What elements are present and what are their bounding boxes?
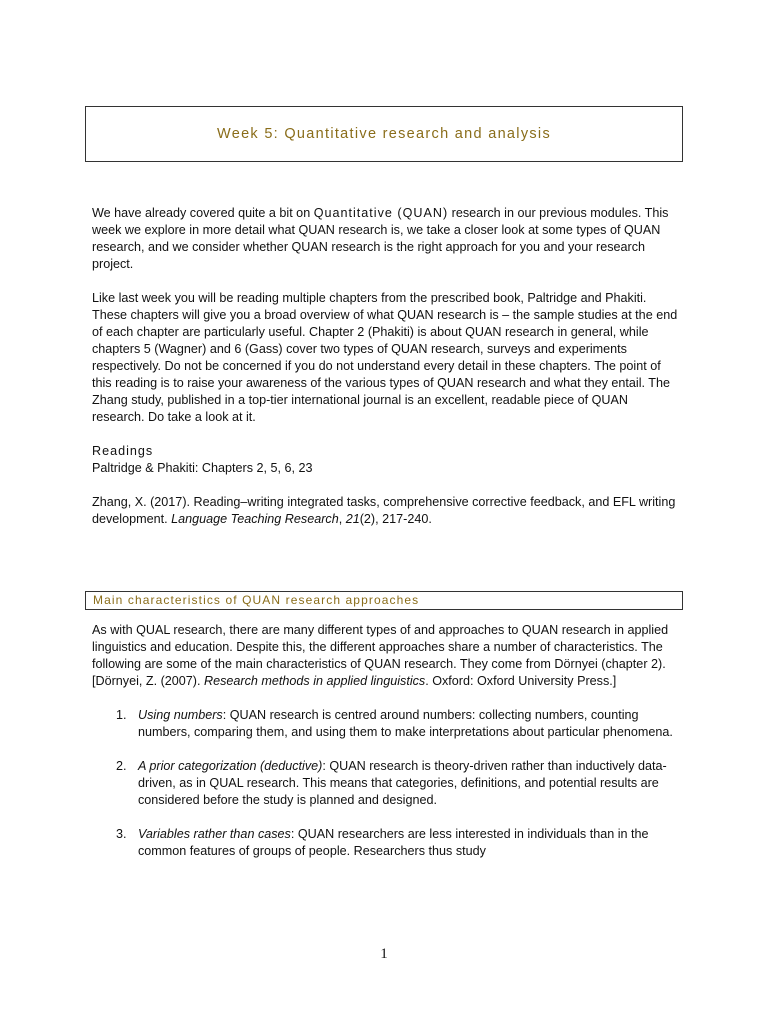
- list-text: : QUAN research is theory-driven rather than inductively data-driven, as in QUAL research. This means that categories, definitions, and potential results are considered before the study is planned and designed.: [138, 759, 667, 807]
- list-text: : QUAN researchers are less interested in individuals than in the common features of groups of people. Researchers thus study: [138, 827, 649, 858]
- intro-paragraph-2: Like last week you will be reading multiple chapters from the prescribed book, Paltridge and Phakiti. These chapters will give you a broad overview of what QUAN research is – the sample studies at the end of each chapter are particularly useful. Chapter 2 (Phakiti) is about QUAN research in general, while chapters 5 (Wagner) and 6 (Gass) cover two types of QUAN research, surveys and experiments respectively. Do not be concerned if you do not understand every detail in these chapters. The point of this reading is to raise your awareness of the various types of QUAN research and what they entail. The Zhang study, published in a top-tier international journal is an excellent, readable piece of QUAN research. Do take a look at it.: [92, 291, 678, 424]
- readings-line: Paltridge & Phakiti: Chapters 2, 5, 6, 23: [92, 461, 313, 475]
- list-item: [92, 826, 682, 860]
- list-text: : QUAN research is centred around numbers: collecting numbers, counting numbers, comparing them, and using them to make interpretations about particular phenomena.: [138, 708, 673, 739]
- citation-pages: (2), 217-240.: [359, 512, 432, 526]
- list-term: Using numbers: [138, 708, 223, 722]
- zhang-reference: [92, 494, 682, 528]
- quan-term: Quantitative (QUAN): [313, 206, 449, 220]
- list-number: 2.: [116, 759, 127, 773]
- intro-p1-start: We have already covered quite a bit on: [92, 206, 314, 220]
- title-box: [85, 106, 683, 162]
- publisher-info: . Oxford: Oxford University Press.]: [425, 674, 617, 688]
- characteristics-list: [92, 707, 682, 860]
- page-title: Week 5: Quantitative research and analysis: [216, 126, 551, 142]
- list-item: [92, 707, 682, 741]
- intro-paragraph-1: [92, 205, 682, 273]
- characteristics-section: [92, 622, 682, 877]
- list-term: A prior categorization (deductive): [138, 759, 323, 773]
- journal-volume: 21: [345, 512, 360, 526]
- readings-heading: Readings: [92, 444, 154, 458]
- zhang-citation: Zhang, X. (2017). Reading–writing integrated tasks, comprehensive corrective feedback, and EFL writing development.: [92, 495, 676, 526]
- characteristics-intro-text: As with QUAL research, there are many different types of and approaches to QUAN research in applied linguistics and education. Despite this, the different approaches share a number of characteristics. The following are some of the main characteristics of QUAN research. They come from Dörnyei (chapter 2). [Dörnyei, Z. (2007).: [92, 623, 669, 688]
- list-item: [92, 758, 682, 809]
- journal-title: Language Teaching Research: [171, 512, 339, 526]
- intro-section: [92, 205, 682, 545]
- characteristics-intro: [92, 622, 682, 690]
- list-term: Variables rather than cases: [138, 827, 291, 841]
- citation-separator: ,: [338, 512, 346, 526]
- book-title: Research methods in applied linguistics: [204, 674, 426, 688]
- readings-block: [92, 443, 682, 477]
- section-heading: Main characteristics of QUAN research approaches: [93, 593, 420, 607]
- list-number: 1.: [116, 708, 127, 722]
- list-number: 3.: [116, 827, 127, 841]
- page-number: 1: [380, 946, 388, 962]
- section-heading-box: [85, 591, 683, 610]
- intro-p1-end: research in our previous modules. This week we explore in more detail what QUAN research is, we take a closer look at some types of QUAN research, and we consider whether QUAN research is the right approach for you and your research project.: [92, 206, 669, 271]
